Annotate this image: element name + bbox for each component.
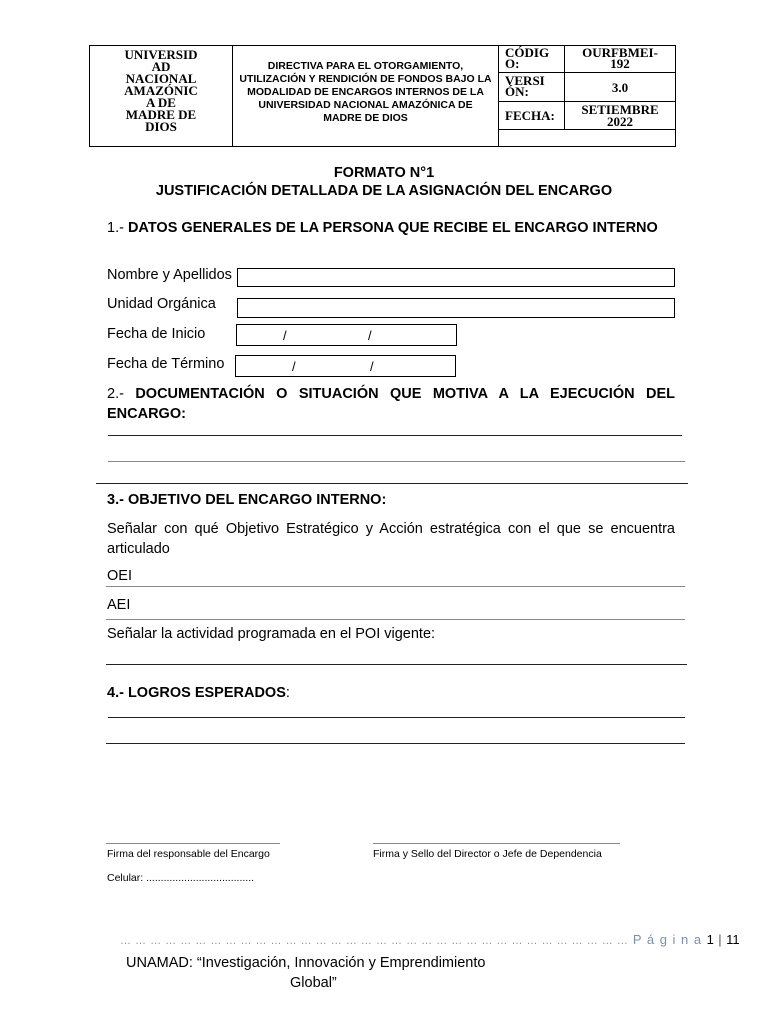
signature-line-left[interactable] — [106, 843, 280, 844]
code-value-line: OURFBMEI- — [582, 45, 658, 60]
signature-left-caption: Firma del responsable del Encargo — [107, 848, 270, 860]
date-label-cell: FECHA: — [499, 102, 565, 130]
code-label-line: O: — [505, 56, 520, 71]
slogan-line-2: Global” — [290, 975, 337, 991]
university-line: UNIVERSID — [124, 47, 198, 62]
section-4-colon: : — [285, 685, 290, 701]
section-divider — [96, 483, 688, 484]
oei-writing-line[interactable] — [106, 586, 685, 587]
slogan-line-1: UNAMAD: “Investigación, Innovación y Emprendimiento — [126, 955, 486, 971]
page-footer — [120, 931, 740, 949]
page-number: 1 — [706, 932, 714, 947]
university-line: DIOS — [145, 119, 177, 134]
phone-field: Celular: ..................................... — [107, 872, 255, 884]
section-1-title: DATOS GENERALES DE LA PERSONA QUE RECIBE EL ENCARGO INTERNO — [127, 220, 658, 236]
code-value-cell — [565, 46, 675, 73]
code-label-line: CÓDIG — [505, 45, 550, 60]
document-header-table — [89, 45, 676, 147]
page-word: P á g i n a — [632, 932, 703, 947]
signature-right-caption: Firma y Sello del Director o Jefe de Dependencia — [373, 848, 602, 860]
section-3-instructions: Señalar con qué Objetivo Estratégico y Acción estratégica con el que se encuentra articulado — [107, 521, 675, 557]
section-2-prefix: 2.- — [107, 386, 136, 402]
date-separator: / — [368, 328, 372, 343]
date-value-line: 2022 — [607, 114, 633, 129]
page-separator: | — [718, 932, 722, 947]
code-label-cell — [499, 46, 565, 73]
name-label: Nombre y Apellidos — [107, 267, 232, 283]
section-4-heading — [107, 685, 290, 701]
section-1-prefix: 1.- — [107, 220, 128, 236]
poi-instructions: Señalar la actividad programada en el POI vigente: — [107, 626, 436, 642]
oei-label: OEI — [107, 568, 132, 584]
start-date-label: Fecha de Inicio — [107, 326, 206, 342]
main-title: JUSTIFICACIÓN DETALLADA DE LA ASIGNACIÓN DEL ENCARGO — [155, 183, 613, 199]
writing-line[interactable] — [108, 717, 685, 718]
aei-writing-line[interactable] — [106, 619, 685, 620]
total-pages: 11 — [726, 932, 740, 947]
version-label-cell — [499, 73, 565, 102]
poi-writing-line[interactable] — [106, 664, 687, 665]
format-title: FORMATO N°1 — [333, 165, 435, 181]
code-value-line: 192 — [610, 56, 630, 71]
university-line: AMAZÓNIC — [124, 83, 198, 98]
university-line: NACIONAL — [125, 71, 197, 86]
aei-label: AEI — [107, 597, 131, 613]
name-input-box[interactable] — [237, 268, 675, 287]
signature-line-right[interactable] — [373, 843, 620, 844]
start-date-input-box[interactable] — [236, 324, 457, 346]
writing-line[interactable] — [108, 461, 685, 462]
university-line: A DE — [146, 95, 176, 110]
date-separator: / — [370, 359, 374, 374]
section-1-heading — [107, 218, 675, 238]
section-4-title: 4.- LOGROS ESPERADOS — [107, 685, 286, 701]
unit-input-box[interactable] — [237, 298, 675, 318]
date-separator: / — [283, 328, 287, 343]
version-value-cell: 3.0 — [565, 73, 675, 102]
writing-line[interactable] — [108, 435, 682, 436]
university-line: AD — [151, 59, 171, 74]
end-date-input-box[interactable] — [235, 355, 456, 377]
end-date-label: Fecha de Término — [107, 356, 225, 372]
section-2-heading — [107, 384, 675, 424]
section-2-title: DOCUMENTACIÓN O SITUACIÓN QUE MOTIVA A LA EJECUCIÓN DEL ENCARGO: — [107, 386, 675, 422]
directive-title-cell: DIRECTIVA PARA EL OTORGAMIENTO, UTILIZACIÓN Y RENDICIÓN DE FONDOS BAJO LA MODALIDAD DE ENCARGOS INTERNOS DE LA UNIVERSIDAD NACIONAL AMAZÓNICA DE MADRE DE DIOS — [233, 46, 499, 146]
university-line: MADRE DE — [125, 107, 197, 122]
university-name-cell — [90, 46, 233, 146]
version-label-line: VERSI — [505, 73, 545, 88]
writing-line[interactable] — [106, 743, 685, 744]
section-3-heading: 3.- OBJETIVO DEL ENCARGO INTERNO: — [107, 492, 387, 508]
unit-label: Unidad Orgánica — [107, 296, 216, 312]
date-value-cell — [565, 102, 675, 130]
date-separator: / — [292, 359, 296, 374]
footer-dots: … … … … … … … … … … … … … … … … … … … … … … … … … … … … … … … … … … — [120, 935, 629, 947]
version-label-line: ÓN: — [505, 84, 529, 99]
date-value-line: SETIEMBRE — [581, 102, 659, 117]
